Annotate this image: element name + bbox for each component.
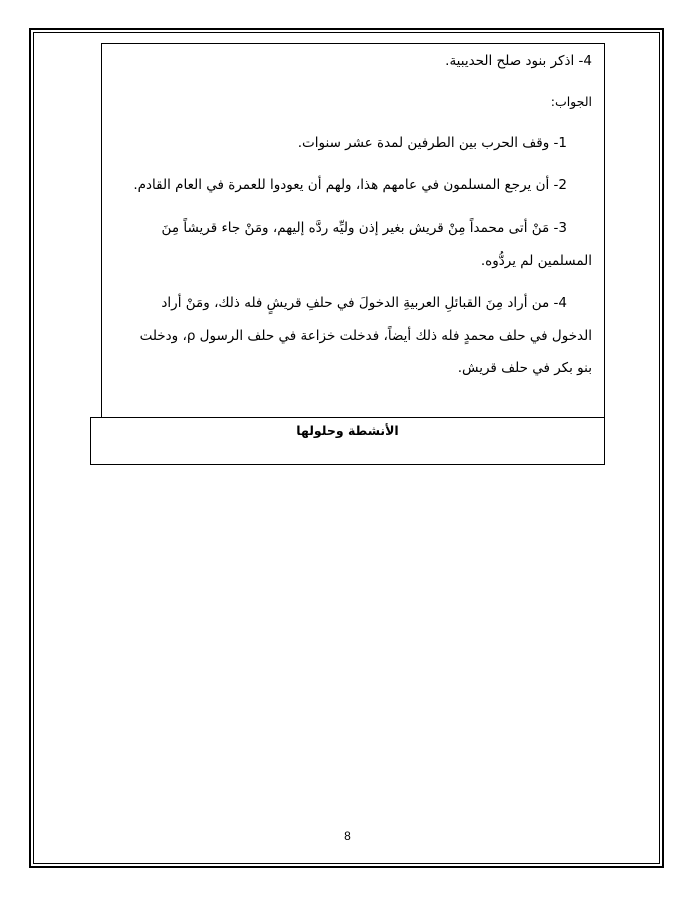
page-number: 8 <box>344 829 351 843</box>
answer-item-4-line-2: الدخول في حلف محمدٍ فله ذلك أيضاً، فدخلت خزاعة في حلف الرسول ρ، ودخلت <box>139 328 592 344</box>
answer-item-4-line-3: بنو بكر في حلف قريش. <box>457 360 592 376</box>
answer-item-1: 1- وقف الحرب بين الطرفين لمدة عشر سنوات. <box>297 135 567 151</box>
activities-title: الأنشطة وحلولها <box>296 423 399 438</box>
answer-item-3-line-2: المسلمين لم يردُّوه. <box>480 253 592 269</box>
activities-box <box>90 417 605 465</box>
answer-item-3-line-1: 3- مَنْ أتى محمداً مِنْ قريش بغير إذن وليِّه ردَّه إليهم، ومَنْ جاء قريشاً مِنَ <box>161 220 567 236</box>
answer-label: الجواب: <box>550 94 592 109</box>
question-title: 4- اذكر بنود صلح الحديبية. <box>445 53 592 69</box>
answer-item-4-line-1: 4- من أراد مِنَ القبائلِ العربيةِ الدخولَ في حلفِ قريشٍ فله ذلك، ومَنْ أراد <box>161 295 567 311</box>
answer-item-2: 2- أن يرجع المسلمون في عامهم هذا، ولهم أن يعودوا للعمرة في العام القادم. <box>133 177 567 193</box>
